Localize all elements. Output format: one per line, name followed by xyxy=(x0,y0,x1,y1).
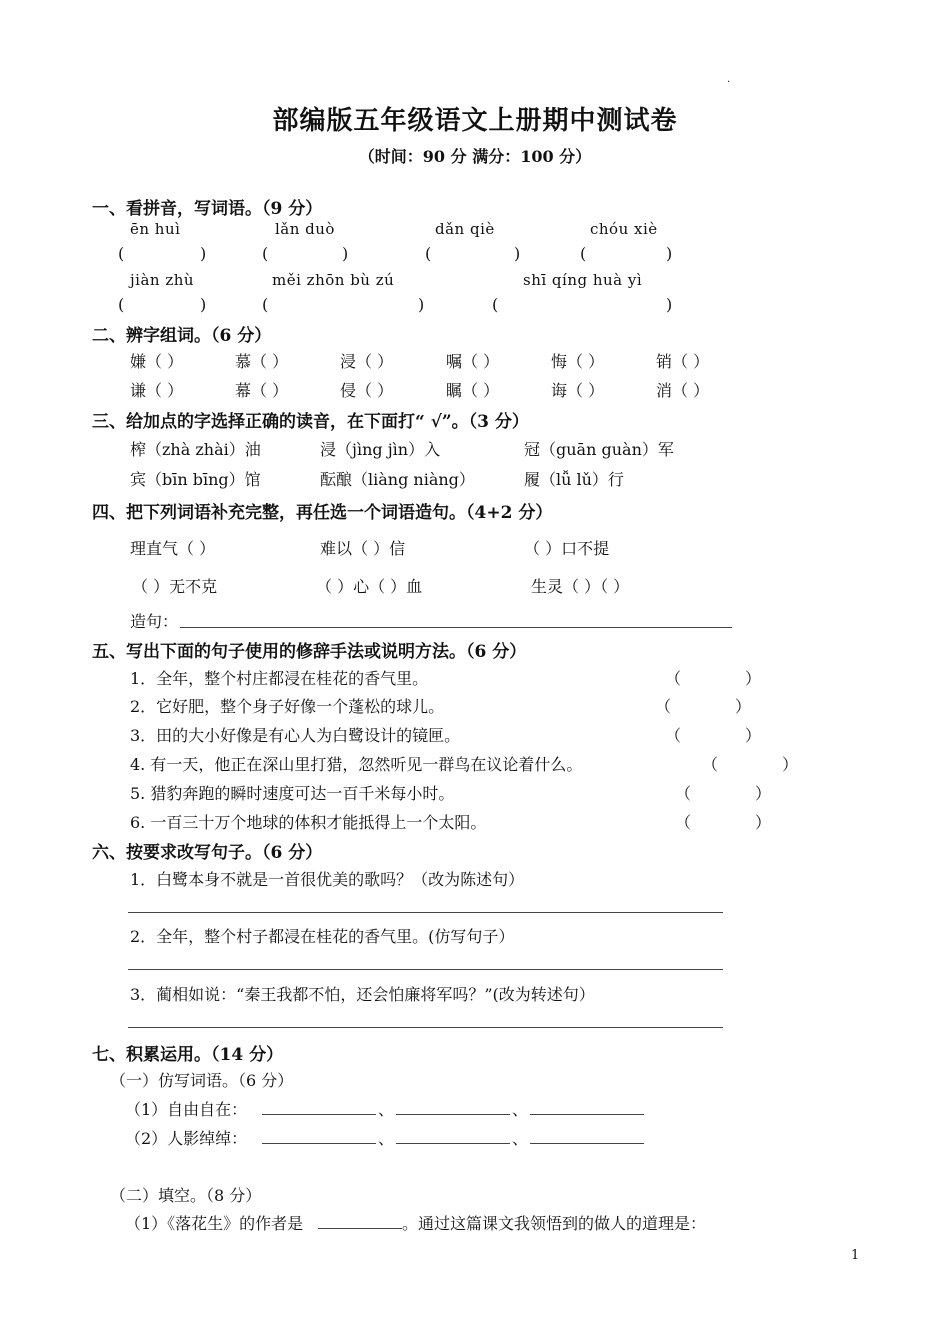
answer-line[interactable] xyxy=(262,1143,376,1144)
word-pair-item: 嘱（ ） xyxy=(446,352,500,371)
rhetoric-item: 6. 一百三十万个地球的体积才能抵得上一个太阳。 xyxy=(130,813,487,832)
answer-line[interactable] xyxy=(128,969,723,970)
answer-line[interactable] xyxy=(530,1114,644,1115)
answer-line[interactable] xyxy=(262,1114,376,1115)
word-pair-item: 悔（ ） xyxy=(551,352,605,371)
answer-box-close: ) xyxy=(514,244,521,263)
answer-line[interactable] xyxy=(128,912,723,913)
answer-box-close: ） xyxy=(745,669,762,688)
rhetoric-item: 5. 猎豹奔跑的瞬时速度可达一百千米每小时。 xyxy=(130,784,455,803)
section-4-heading: 四、把下列词语补充完整，再任选一个词语造句。（4+2 分） xyxy=(92,503,553,523)
idiom-item: 难以（ ）信 xyxy=(320,539,406,558)
answer-line[interactable] xyxy=(318,1228,402,1229)
word-pair-item: 浸（ ） xyxy=(340,352,394,371)
pinyin: lǎn duò xyxy=(275,220,335,238)
corner-mark: . xyxy=(727,74,731,85)
answer-box-close: ) xyxy=(200,295,207,314)
answer-box-open: （ xyxy=(675,784,692,803)
rhetoric-item: 4. 有一天，他正在深山里打猎，忽然听见一群鸟在议论着什么。 xyxy=(130,755,583,774)
answer-box-close: ） xyxy=(735,697,752,716)
answer-box-open: ( xyxy=(580,244,587,263)
answer-box-open: ( xyxy=(262,244,269,263)
fill-item-prefix: （1）《落花生》的作者是 xyxy=(125,1214,304,1233)
section-2-heading: 二、辨字组词。（6 分） xyxy=(92,326,272,346)
section-5-heading: 五、写出下面的句子使用的修辞手法或说明方法。（6 分） xyxy=(92,642,527,662)
answer-box-close: ) xyxy=(666,295,673,314)
rhetoric-item: 2．它好肥，整个身子好像一个蓬松的球儿。 xyxy=(130,697,445,716)
pinyin: dǎn qiè xyxy=(435,220,495,238)
rhetoric-item: 1．全年，整个村庄都浸在桂花的香气里。 xyxy=(130,669,429,688)
pronunciation-item: 榨（zhà zhài）油 xyxy=(130,440,261,459)
answer-box-open: ( xyxy=(262,295,269,314)
answer-box-close: ） xyxy=(745,726,762,745)
separator: 、 xyxy=(378,1129,395,1148)
separator: 、 xyxy=(378,1100,395,1119)
pinyin: chóu xiè xyxy=(590,220,658,238)
answer-box-close: ) xyxy=(342,244,349,263)
idiom-item: 生灵（ ）（ ） xyxy=(531,577,630,596)
idiom-item: （ ）口不提 xyxy=(524,539,610,558)
pinyin: ēn huì xyxy=(130,220,181,238)
answer-box-close: ) xyxy=(418,295,425,314)
answer-box-close: ) xyxy=(200,244,207,263)
word-pair-item: 侵（ ） xyxy=(340,381,394,400)
word-pair-item: 嫌（ ） xyxy=(130,352,184,371)
answer-line[interactable] xyxy=(396,1143,510,1144)
answer-box-open: （ xyxy=(702,755,719,774)
answer-line[interactable] xyxy=(530,1143,644,1144)
page-number: 1 xyxy=(851,1248,860,1263)
separator: 、 xyxy=(512,1100,529,1119)
rewrite-item: 2．全年，整个村子都浸在桂花的香气里。(仿写句子） xyxy=(130,927,515,946)
answer-box-close: ） xyxy=(755,784,772,803)
word-pair-item: 慕（ ） xyxy=(235,352,289,371)
exam-info: （时间：90 分 满分：100 分） xyxy=(358,147,592,166)
answer-line[interactable] xyxy=(396,1114,510,1115)
section-6-heading: 六、按要求改写句子。（6 分） xyxy=(92,843,323,863)
separator: 、 xyxy=(512,1129,529,1148)
answer-box-open: ( xyxy=(118,295,125,314)
pronunciation-item: 冠（guān guàn）军 xyxy=(524,440,674,459)
pinyin: měi zhōn bù zú xyxy=(272,271,395,289)
answer-box-open: （ xyxy=(665,726,682,745)
rhetoric-item: 3．田的大小好像是有心人为白鹭设计的镜匣。 xyxy=(130,726,461,745)
answer-box-open: ( xyxy=(118,244,125,263)
idiom-item: （ ）心（ ）血 xyxy=(316,577,423,596)
subsection-heading: （二）填空。（8 分） xyxy=(110,1186,262,1205)
page-title: 部编版五年级语文上册期中测试卷 xyxy=(272,106,678,136)
fill-item-suffix: 。通过这篇课文我领悟到的做人的道理是： xyxy=(402,1214,707,1233)
answer-box-open: （ xyxy=(675,813,692,832)
answer-box-open: （ xyxy=(665,669,682,688)
imitation-item: （2）人影绰绰： xyxy=(125,1129,248,1148)
answer-line[interactable] xyxy=(128,1027,723,1028)
answer-box-close: ） xyxy=(755,813,772,832)
word-pair-item: 消（ ） xyxy=(656,381,710,400)
answer-box-close: ) xyxy=(666,244,673,263)
pronunciation-item: 履（lǚ lǔ）行 xyxy=(524,470,624,489)
word-pair-item: 瞩（ ） xyxy=(446,381,500,400)
answer-line[interactable] xyxy=(180,627,732,628)
answer-box-close: ） xyxy=(782,755,799,774)
answer-box-open: ( xyxy=(492,295,499,314)
pinyin: shī qíng huà yì xyxy=(523,271,643,289)
answer-box-open: （ xyxy=(655,697,672,716)
word-pair-item: 幕（ ） xyxy=(235,381,289,400)
rewrite-item: 3．蔺相如说：“秦王我都不怕，还会怕廉将军吗？”(改为转述句） xyxy=(130,985,595,1004)
pronunciation-item: 酝酿（liàng niàng） xyxy=(320,470,475,489)
section-3-heading: 三、给加点的字选择正确的读音，在下面打“ √”。（3 分） xyxy=(92,412,529,432)
word-pair-item: 谦（ ） xyxy=(130,381,184,400)
idiom-item: 理直气（ ） xyxy=(130,539,216,558)
section-1-heading: 一、看拼音，写词语。（9 分） xyxy=(92,199,323,219)
imitation-item: （1）自由自在： xyxy=(125,1100,248,1119)
idiom-item: （ ）无不克 xyxy=(132,577,218,596)
subsection-heading: （一）仿写词语。（6 分） xyxy=(110,1071,294,1090)
answer-box-open: ( xyxy=(425,244,432,263)
rewrite-item: 1．白鹭本身不就是一首很优美的歌吗？（改为陈述句） xyxy=(130,870,525,889)
sentence-label: 造句： xyxy=(130,612,179,631)
pinyin: jiàn zhù xyxy=(130,271,195,289)
pronunciation-item: 浸（jìng jìn）入 xyxy=(320,440,441,459)
section-7-heading: 七、积累运用。（14 分） xyxy=(92,1045,284,1065)
pronunciation-item: 宾（bīn bīng）馆 xyxy=(130,470,261,489)
word-pair-item: 诲（ ） xyxy=(551,381,605,400)
word-pair-item: 销（ ） xyxy=(656,352,710,371)
